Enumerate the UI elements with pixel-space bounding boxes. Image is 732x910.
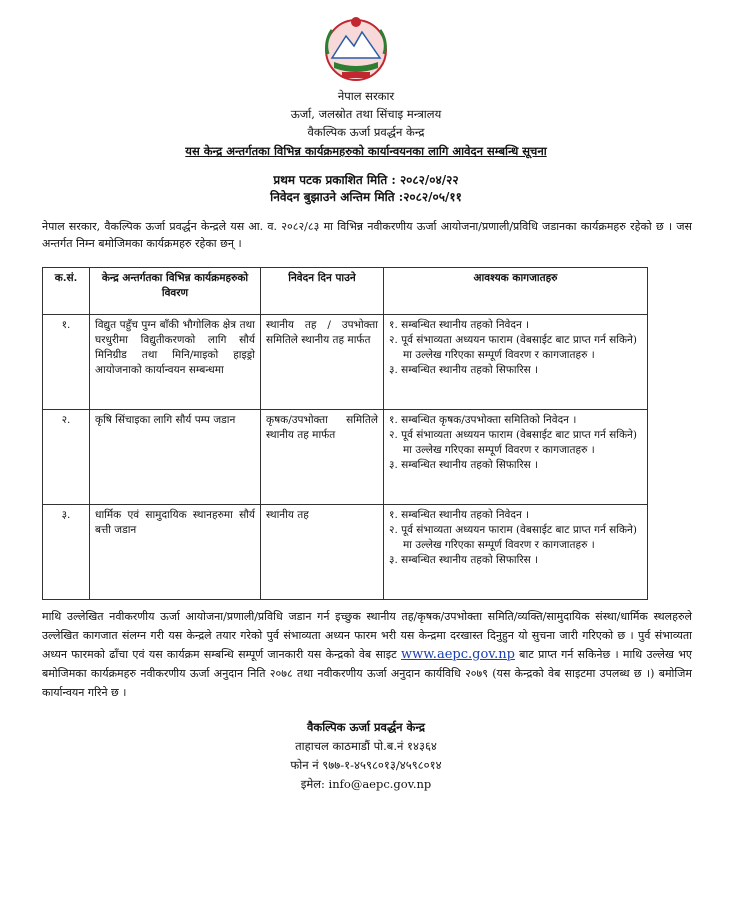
row-serial: १. [43, 315, 90, 410]
col-documents: आवश्यक कागजातहरु [384, 268, 648, 315]
document-item: ३. सम्बन्धित स्थानीय तहको सिफारिस । [389, 364, 539, 376]
document-item: २. पूर्व संभाव्यता अध्ययन फाराम (वेबसाईट बाट प्राप्त गर्न सकिने) मा उल्लेख गरिएका सम्पूर्ण विवरण र कागजातहरु । [389, 334, 637, 361]
document-item: १. सम्बन्धित स्थानीय तहको निवेदन । [389, 319, 530, 331]
website-link[interactable]: www.aepc.gov.np [400, 647, 515, 662]
gov-name: नेपाल सरकार [337, 89, 395, 103]
row-documents [384, 410, 648, 505]
row-serial: २. [43, 410, 90, 505]
notice-dates [0, 172, 732, 206]
intro-paragraph: नेपाल सरकार, वैकल्पिक ऊर्जा प्रवर्द्धन केन्द्रले यस आ. व. २०८२/८३ मा विभिन्न नवीकरणीय ऊर्जा आयोजना/प्रणाली/प्रविधि जडानका कार्यक्रमहरु रहेको छ । जस अन्तर्गत निम्न बमोजिमका कार्यक्रमहरु रहेका छन् । [42, 220, 692, 250]
deadline-date: निवेदन बुझाउने अन्तिम मिति :२०८२/०५/११ [270, 190, 462, 204]
document-item: ३. सम्बन्धित स्थानीय तहको सिफारिस । [389, 554, 539, 566]
document-item: २. पूर्व संभाव्यता अध्ययन फाराम (वेबसाईट बाट प्राप्त गर्न सकिने) मा उल्लेख गरिएका सम्पूर्ण विवरण र कागजातहरु । [389, 524, 637, 551]
row-documents [384, 315, 648, 410]
footer-email: इमेल: info@aepc.gov.np [300, 777, 432, 791]
row-eligible: कृषक/उपभोक्ता समितिले स्थानीय तह मार्फत [261, 410, 384, 505]
office-name: वैकल्पिक ऊर्जा प्रवर्द्धन केन्द्र [307, 125, 425, 139]
table-row [43, 315, 648, 410]
nepal-emblem-icon [320, 12, 392, 84]
row-eligible: स्थानीय तह [261, 505, 384, 600]
body-text-part1: माथि उल्लेखित नवीकरणीय ऊर्जा आयोजना/प्रणाली/प्रविधि जडान गर्न इच्छुक स्थानीय तह/कृषक/उपभोक्ता समिति/व्यक्ति/सामुदायिक संस्था/धार्मिक स्थलहरुले उल्लेखित कागजात संलग्न गरी यस केन्द्रले तयार गरेको पुर्व संभाव्यता अध्यन फारम भरी यस केन्द्रमा दरखास्त दिनुहुन यो सुचना जारी गरिएको छ । पुर्व संभाव्यता अध्यन फारमको ढाँचा एवं यस कार्यक्रम सम्बन्धि सम्पूर्ण जानकारी यस केन्द्रको वेब साइट [42, 610, 692, 661]
document-item: १. सम्बन्धित कृषक/उपभोक्ता समितिको निवेदन । [389, 414, 577, 426]
footer-phone: फोन नं ९७७-१-४५९८०१३/४५९८०१४ [290, 758, 442, 772]
row-description: कृषि सिंचाइका लागि सौर्य पम्प जडान [90, 410, 261, 505]
col-serial: क.सं. [43, 268, 90, 315]
row-eligible: स्थानीय तह / उपभोक्ता समितिले स्थानीय तह मार्फत [261, 315, 384, 410]
footer-org-name: वैकल्पिक ऊर्जा प्रवर्द्धन केन्द्र [306, 720, 426, 734]
row-documents [384, 505, 648, 600]
body-text-part2: बाट प्राप्त गर्न सकिनेछ । माथि उल्लेख भए बमोजिमका कार्यक्रमहरु नवीकरणीय ऊर्जा अनुदान निति २०७८ तथा नवीकरणीय ऊर्जा अनुदान कार्यविधि २०७९ (यस केन्द्रको वेब साइटमा उपलब्ध छ ।) बमोजिम कार्यान्वयन गरिने छ । [42, 648, 692, 699]
notice-title: यस केन्द्र अन्तर्गतका विभिन्न कार्यक्रमहरुको कार्यान्वयनका लागि आवेदन सम्बन्धि सूचना [185, 144, 547, 158]
document-item: ३. सम्बन्धित स्थानीय तहको सिफारिस । [389, 459, 539, 471]
col-description: केन्द्र अन्तर्गतका विभिन्न कार्यक्रमहरुको विवरण [90, 268, 261, 315]
document-item: १. सम्बन्धित स्थानीय तहको निवेदन । [389, 509, 530, 521]
footer-address: ताहाचल काठमाडौं पो.ब.नं १४३६४ [295, 739, 437, 753]
row-description: धार्मिक एवं सामुदायिक स्थानहरुमा सौर्य बत्ती जडान [90, 505, 261, 600]
programs-table [42, 267, 648, 600]
table-header-row [43, 268, 648, 315]
row-description: विद्युत पहुँच पुग्न बाँकी भौगोलिक क्षेत्र तथा घरधुरीमा विद्युतीकरणको लागि सौर्य मिनिग्रीड तथा मिनि/माइको हाइड्रो आयोजनाको कार्यान्वयन सम्बन्धमा [90, 315, 261, 410]
col-eligible: निवेदन दिन पाउने [261, 268, 384, 315]
published-date: प्रथम पटक प्रकाशित मिति : २०८२/०४/२२ [273, 173, 459, 187]
row-serial: ३. [43, 505, 90, 600]
table-row [43, 505, 648, 600]
body-paragraph [42, 607, 692, 702]
table-row [43, 410, 648, 505]
ministry-name: ऊर्जा, जलस्रोत तथा सिंचाइ मन्त्रालय [290, 107, 442, 121]
document-item: २. पूर्व संभाव्यता अध्ययन फाराम (वेबसाईट बाट प्राप्त गर्न सकिने) मा उल्लेख गरिएका सम्पूर्ण विवरण र कागजातहरु । [389, 429, 637, 456]
footer-contact [0, 718, 732, 794]
